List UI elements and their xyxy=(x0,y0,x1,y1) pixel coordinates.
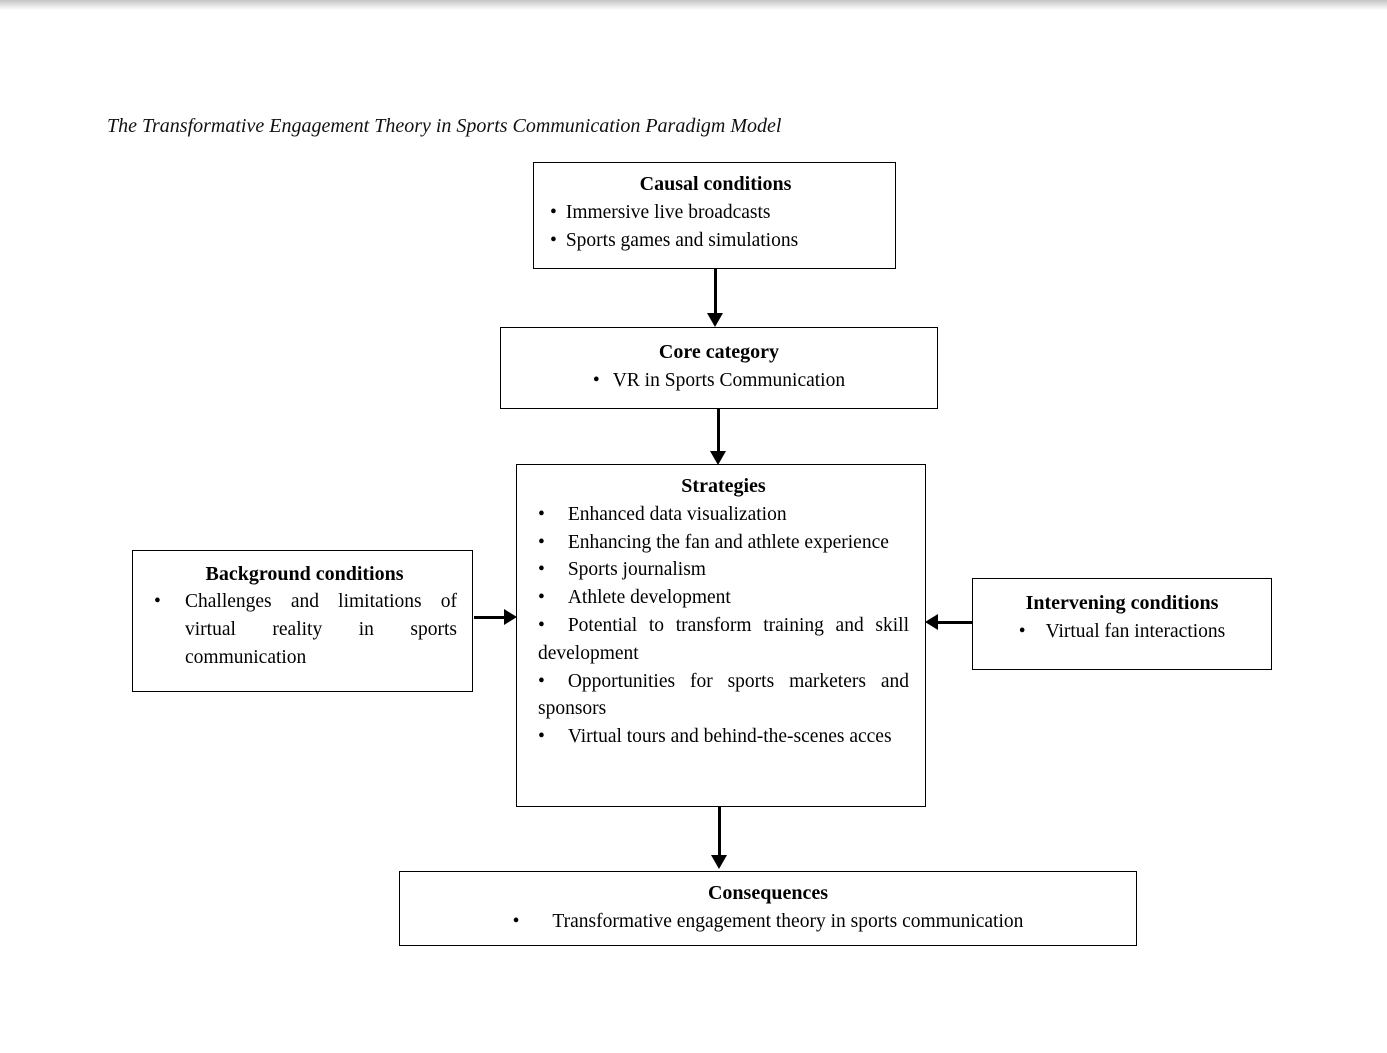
box-title-core: Core category xyxy=(658,341,780,363)
list-item xyxy=(550,199,881,228)
arrow-core-to-strategies-line xyxy=(717,409,720,452)
bullet-icon: • xyxy=(1018,620,1026,642)
box-title-intervening: Intervening conditions xyxy=(1025,592,1219,614)
list-item xyxy=(538,668,909,724)
list-item xyxy=(511,367,927,396)
list-item xyxy=(538,556,909,584)
list-item xyxy=(981,618,1263,647)
list-item xyxy=(538,723,909,751)
list-item xyxy=(152,588,457,672)
list-item-text: Transformative engagement theory in sports communication xyxy=(552,910,1024,932)
list-item xyxy=(538,529,909,557)
figure-title: The Transformative Engagement Theory in Sports Communication Paradigm Model xyxy=(107,115,782,137)
list-item xyxy=(410,908,1126,937)
box-strategies xyxy=(516,464,926,807)
list-item-text: Challenges and limitations of virtual reality in sports communication xyxy=(185,591,457,668)
arrow-causal-to-core-head xyxy=(707,313,723,327)
box-causal-conditions xyxy=(533,162,896,269)
list-item-text: VR in Sports Communication xyxy=(612,369,846,391)
bullet-icon: • xyxy=(538,726,545,748)
list-item-text: Immersive live broadcasts xyxy=(565,201,771,223)
bullet-icon: • xyxy=(592,369,600,391)
box-core-category xyxy=(500,327,938,409)
box-background-conditions xyxy=(132,550,473,692)
bullet-icon: • xyxy=(538,587,545,609)
bullet-icon: • xyxy=(550,201,557,223)
list-item-text: Sports games and simulations xyxy=(565,230,799,251)
bullet-icon: • xyxy=(538,559,545,581)
list-item xyxy=(550,227,881,256)
arrow-strategies-to-consequences-head xyxy=(711,855,727,869)
list-item-text: Potential to transform training and skill development xyxy=(538,614,909,664)
arrow-strategies-to-consequences-line xyxy=(718,806,721,856)
arrow-intervening-to-strategies-head xyxy=(925,614,938,630)
list-item-text: Opportunities for sports marketers and sponsors xyxy=(538,670,909,720)
list-item-text: Athlete development xyxy=(567,587,731,609)
list-item-text: Enhancing the fan and athlete experience xyxy=(567,531,889,553)
list-item xyxy=(538,501,909,529)
bullet-icon: • xyxy=(538,531,545,553)
list-item xyxy=(538,612,909,668)
arrow-background-to-strategies-line xyxy=(474,616,506,619)
page-top-shadow xyxy=(0,0,1387,10)
arrow-causal-to-core-line xyxy=(714,269,717,314)
box-intervening-conditions xyxy=(972,578,1272,670)
list-item-text: Virtual tours and behind-the-scenes acces xyxy=(567,726,892,748)
arrow-core-to-strategies-head xyxy=(710,451,726,465)
bullet-icon: • xyxy=(512,910,520,932)
arrow-intervening-to-strategies-line xyxy=(938,621,973,624)
bullet-icon: • xyxy=(538,503,545,525)
arrow-background-to-strategies-head xyxy=(504,609,517,625)
list-item-text: Virtual fan interactions xyxy=(1045,620,1226,642)
bullet-icon: • xyxy=(538,670,545,692)
box-title-causal: Causal conditions xyxy=(639,173,792,195)
box-consequences xyxy=(399,871,1137,946)
list-item xyxy=(538,584,909,612)
list-item-text: Enhanced data visualization xyxy=(567,503,787,525)
bullet-icon: • xyxy=(550,230,557,251)
box-title-background: Background conditions xyxy=(205,563,404,585)
box-title-strategies: Strategies xyxy=(681,475,766,497)
bullet-icon: • xyxy=(154,591,161,612)
bullet-icon: • xyxy=(538,614,545,636)
box-title-consequences: Consequences xyxy=(707,882,828,904)
list-item-text: Sports journalism xyxy=(567,559,706,581)
